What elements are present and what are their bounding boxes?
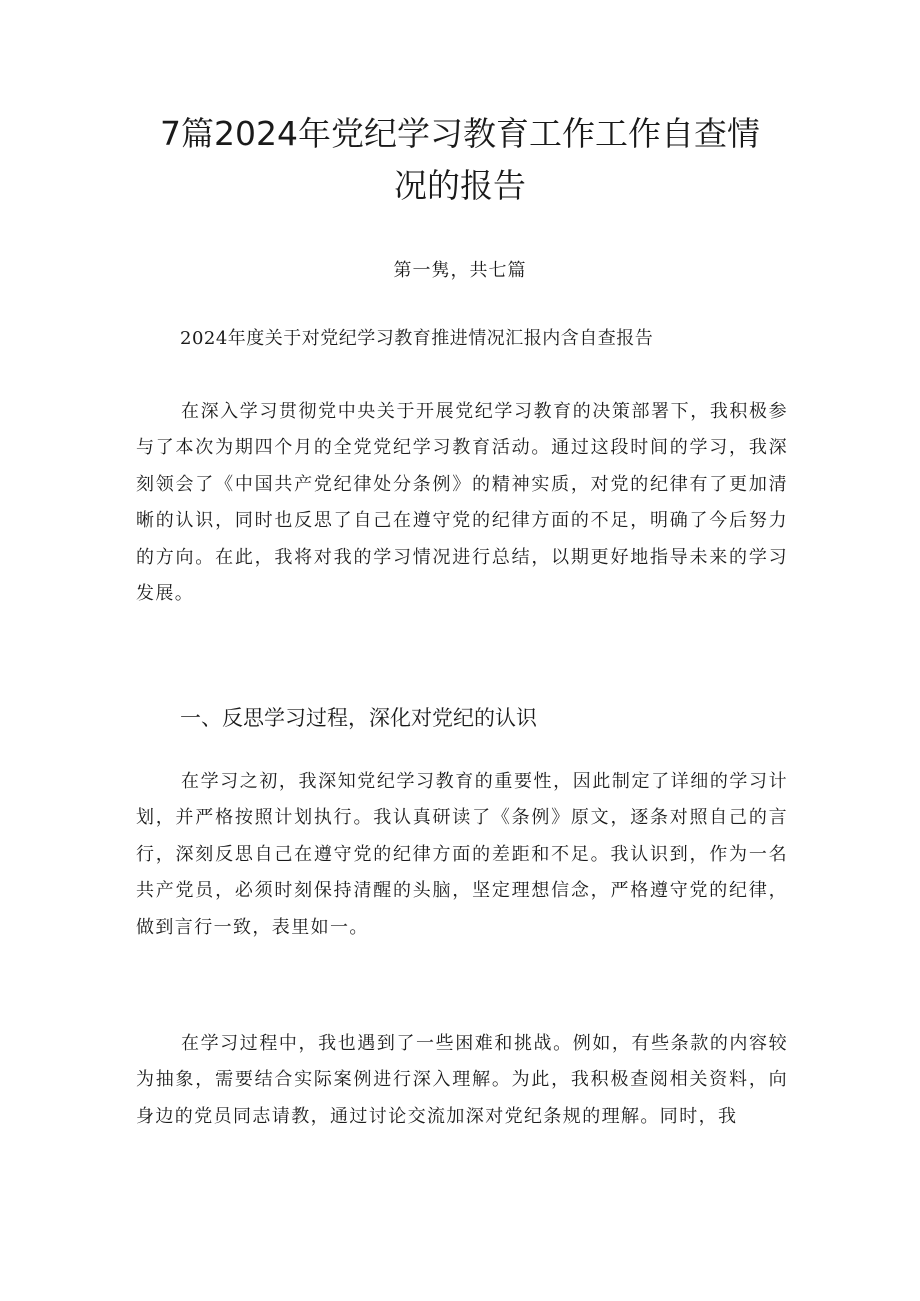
body-paragraph: 在深入学习贯彻党中央关于开展党纪学习教育的决策部署下，我积极参与了本次为期四个月的全党党纪学习教育活动。通过这段时间的学习，我深刻领会了《中国共产党纪律处分条例》的精神实质，对党的纪律有了更加清晰的认识，同时也反思了自己在遵守党的纪律方面的不足，明确了今后努力的方向。在此，我将对我的学习情况进行总结，以期更好地指导未来的学习发展。 (136, 401, 788, 605)
document-sub-heading: 2024年度关于对党纪学习教育推进情况汇报内含自查报告 (180, 328, 654, 349)
body-paragraph: 在学习之初，我深知党纪学习教育的重要性，因此制定了详细的学习计划，并严格按照计划执行。我认真研读了《条例》原文，逐条对照自己的言行，深刻反思自己在遵守党的纪律方面的差距和不足。我认识到，作为一名共产党员，必须时刻保持清醒的头脑，坚定理想信念，严格遵守党的纪律，做到言行一致，表里如一。 (136, 771, 788, 938)
document-subtitle: 第一隽，共七篇 (393, 260, 527, 281)
document-title-line-1: 7篇2024年党纪学习教育工作工作自查情 (160, 114, 760, 153)
body-paragraph: 在学习过程中，我也遇到了一些困难和挑战。例如，有些条款的内容较为抽象，需要结合实际案例进行深入理解。为此，我积极查阅相关资料，向身边的党员同志请教，通过讨论交流加深对党纪条规的理解。同时，我 (136, 1033, 788, 1127)
section-heading: 一、反思学习过程，深化对党纪的认识 (180, 706, 537, 730)
document-title-line-2: 况的报告 (394, 166, 526, 205)
